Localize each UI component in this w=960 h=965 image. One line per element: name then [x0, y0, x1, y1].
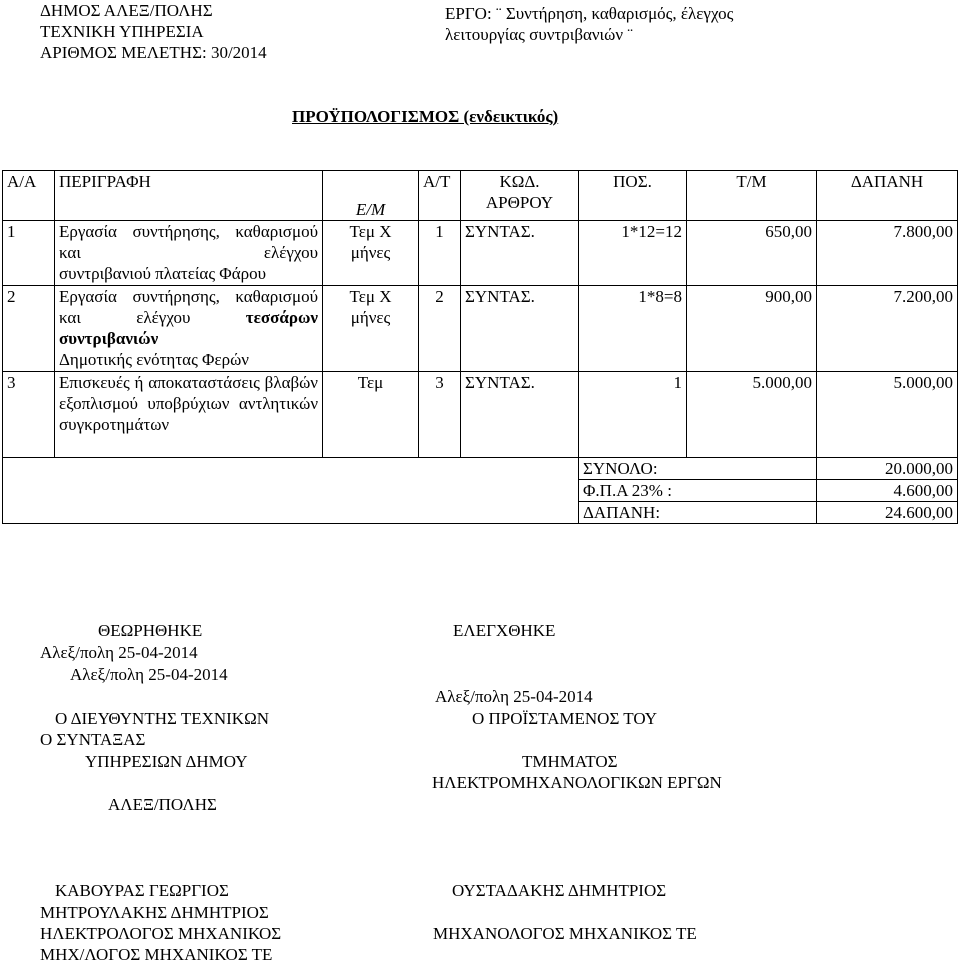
head-title: Ο ΠΡΟΪΣΤΑΜΕΝΟΣ ΤΟΥ — [472, 709, 658, 728]
department-name: ΤΕΧΝΙΚΗ ΥΠΗΡΕΣΙΑ — [40, 22, 204, 41]
row-at: 3 — [419, 372, 461, 458]
totals-spacer — [3, 458, 579, 480]
checked-label: ΕΛΕΓΧΘΗΚΕ — [453, 621, 556, 640]
services-title: ΥΠΗΡΕΣΙΩΝ ΔΗΜΟΥ — [85, 752, 248, 771]
study-number: ΑΡΙΘΜΟΣ ΜΕΛΕΤΗΣ: 30/2014 — [40, 43, 267, 62]
project-title-line1: ΕΡΓΟ: ¨ Συντήρηση, καθαρισμός, έλεγχος — [445, 4, 734, 23]
row-description-line: καθαρισμού και ελέγχου — [59, 287, 318, 327]
director-name: ΚΑΒΟΥΡΑΣ ΓΕΩΡΓΙΟΣ — [55, 881, 229, 900]
row-description-line: συντριβανιού πλατείας Φάρου — [59, 264, 267, 283]
composer-date: Αλεξ/πολη 25-04-2014 — [70, 665, 228, 684]
municipality-name: ΔΗΜΟΣ ΑΛΕΞ/ΠΟΛΗΣ — [40, 1, 213, 20]
dept-title-2: ΗΛΕΚΤΡΟΜΗΧΑΝΟΛΟΓΙΚΩΝ ΕΡΓΩΝ — [432, 773, 722, 792]
header-code — [461, 171, 579, 221]
row-qty: 1*12=12 — [579, 221, 687, 286]
row-code: ΣΥΝΤΑΣ. — [461, 221, 579, 286]
row-qty: 1*8=8 — [579, 286, 687, 372]
grand-total-label: ΔΑΠΑΝΗ: — [579, 502, 817, 524]
row-description — [55, 286, 323, 372]
seen-label: ΘΕΩΡΗΘΗΚΕ — [98, 621, 203, 640]
row-unit-line: Τεμ — [357, 373, 384, 392]
grand-total-value: 24.600,00 — [817, 502, 958, 524]
row-description-line: Επισκευές ή αποκαταστάσεις — [59, 373, 260, 392]
dept-title: ΤΜΗΜΑΤΟΣ — [522, 752, 618, 771]
seen-date: Αλεξ/πολη 25-04-2014 — [40, 643, 198, 662]
row-price: 5.000,00 — [687, 372, 817, 458]
row-unit — [323, 372, 419, 458]
project-title-line2: λειτουργίας συντριβανιών ¨ — [445, 25, 633, 44]
composer-name: ΜΗΤΡΟΥΛΑΚΗΣ ΔΗΜΗΤΡΙΟΣ — [40, 903, 269, 922]
header-unit: Ε/Μ — [323, 171, 419, 221]
row-unit-line: μήνες — [350, 243, 391, 262]
checked-date: Αλεξ/πολη 25-04-2014 — [435, 687, 593, 706]
row-at: 1 — [419, 221, 461, 286]
row-aa: 3 — [3, 372, 55, 458]
row-description-line: Εργασία συντήρησης, — [59, 222, 220, 241]
table-row — [3, 286, 958, 372]
row-unit — [323, 221, 419, 286]
header-code-line2: ΑΡΘΡΟΥ — [485, 193, 554, 212]
vat-label: Φ.Π.Α 23% : — [579, 480, 817, 502]
head-role: ΜΗΧΑΝΟΛΟΓΟΣ ΜΗΧΑΝΙΚΟΣ ΤΕ — [433, 924, 697, 943]
row-description-line: τεσσάρων συντριβανιών — [59, 308, 318, 348]
document-title: ΠΡΟΫΠΟΛΟΓΙΣΜΟΣ (ενδεικτικός) — [292, 107, 559, 126]
row-description-line: συγκροτημάτων — [59, 415, 170, 434]
row-aa: 1 — [3, 221, 55, 286]
total-value: 20.000,00 — [817, 458, 958, 480]
row-description-line: Εργασία συντήρησης, — [59, 287, 220, 306]
row-cost: 5.000,00 — [817, 372, 958, 458]
row-unit-line: Τεμ Χ — [349, 222, 392, 241]
vat-row — [3, 480, 958, 502]
row-code: ΣΥΝΤΑΣ. — [461, 286, 579, 372]
row-price: 900,00 — [687, 286, 817, 372]
header-price: Τ/Μ — [687, 171, 817, 221]
budget-table — [2, 170, 958, 524]
row-description — [55, 372, 323, 458]
director-role: ΗΛΕΚΤΡΟΛΟΓΟΣ ΜΗΧΑΝΙΚΟΣ — [40, 924, 282, 943]
table-header-row — [3, 171, 958, 221]
row-description-line: καθαρισμού και ελέγχου — [59, 222, 318, 262]
table-row — [3, 372, 958, 458]
row-cost: 7.200,00 — [817, 286, 958, 372]
header-code-line1: ΚΩΔ. — [499, 172, 540, 191]
row-aa: 2 — [3, 286, 55, 372]
totals-row — [3, 458, 958, 480]
row-code: ΣΥΝΤΑΣ. — [461, 372, 579, 458]
row-cost: 7.800,00 — [817, 221, 958, 286]
totals-spacer — [3, 480, 579, 502]
vat-value: 4.600,00 — [817, 480, 958, 502]
grand-total-row — [3, 502, 958, 524]
row-description-line: βλαβών εξοπλισμού — [59, 373, 318, 413]
row-unit-line: Τεμ Χ — [349, 287, 392, 306]
header-qty: ΠΟΣ. — [579, 171, 687, 221]
composer-title: Ο ΣΥΝΤΑΞΑΣ — [40, 730, 146, 749]
row-description-line: Δημοτικής ενότητας Φερών — [59, 350, 249, 369]
row-qty: 1 — [579, 372, 687, 458]
row-description — [55, 221, 323, 286]
header-aa: Α/Α — [3, 171, 55, 221]
total-label: ΣΥΝΟΛΟ: — [579, 458, 817, 480]
header-at: Α/Τ — [419, 171, 461, 221]
city-title: ΑΛΕΞ/ΠΟΛΗΣ — [108, 795, 217, 814]
row-description-line: υποβρύχιων αντλητικών — [147, 394, 319, 413]
composer-role: ΜΗΧ/ΛΟΓΟΣ ΜΗΧΑΝΙΚΟΣ ΤΕ — [40, 945, 273, 964]
director-title: Ο ΔΙΕΥΘΥΝΤΗΣ ΤΕΧΝΙΚΩΝ — [55, 709, 269, 728]
head-name: ΟΥΣΤΑΔΑΚΗΣ ΔΗΜΗΤΡΙΟΣ — [452, 881, 667, 900]
totals-spacer — [3, 502, 579, 524]
row-price: 650,00 — [687, 221, 817, 286]
row-unit — [323, 286, 419, 372]
table-row — [3, 221, 958, 286]
row-unit-line: μήνες — [350, 308, 391, 327]
row-at: 2 — [419, 286, 461, 372]
header-description: ΠΕΡΙΓΡΑΦΗ — [55, 171, 323, 221]
header-cost: ΔΑΠΑΝΗ — [817, 171, 958, 221]
